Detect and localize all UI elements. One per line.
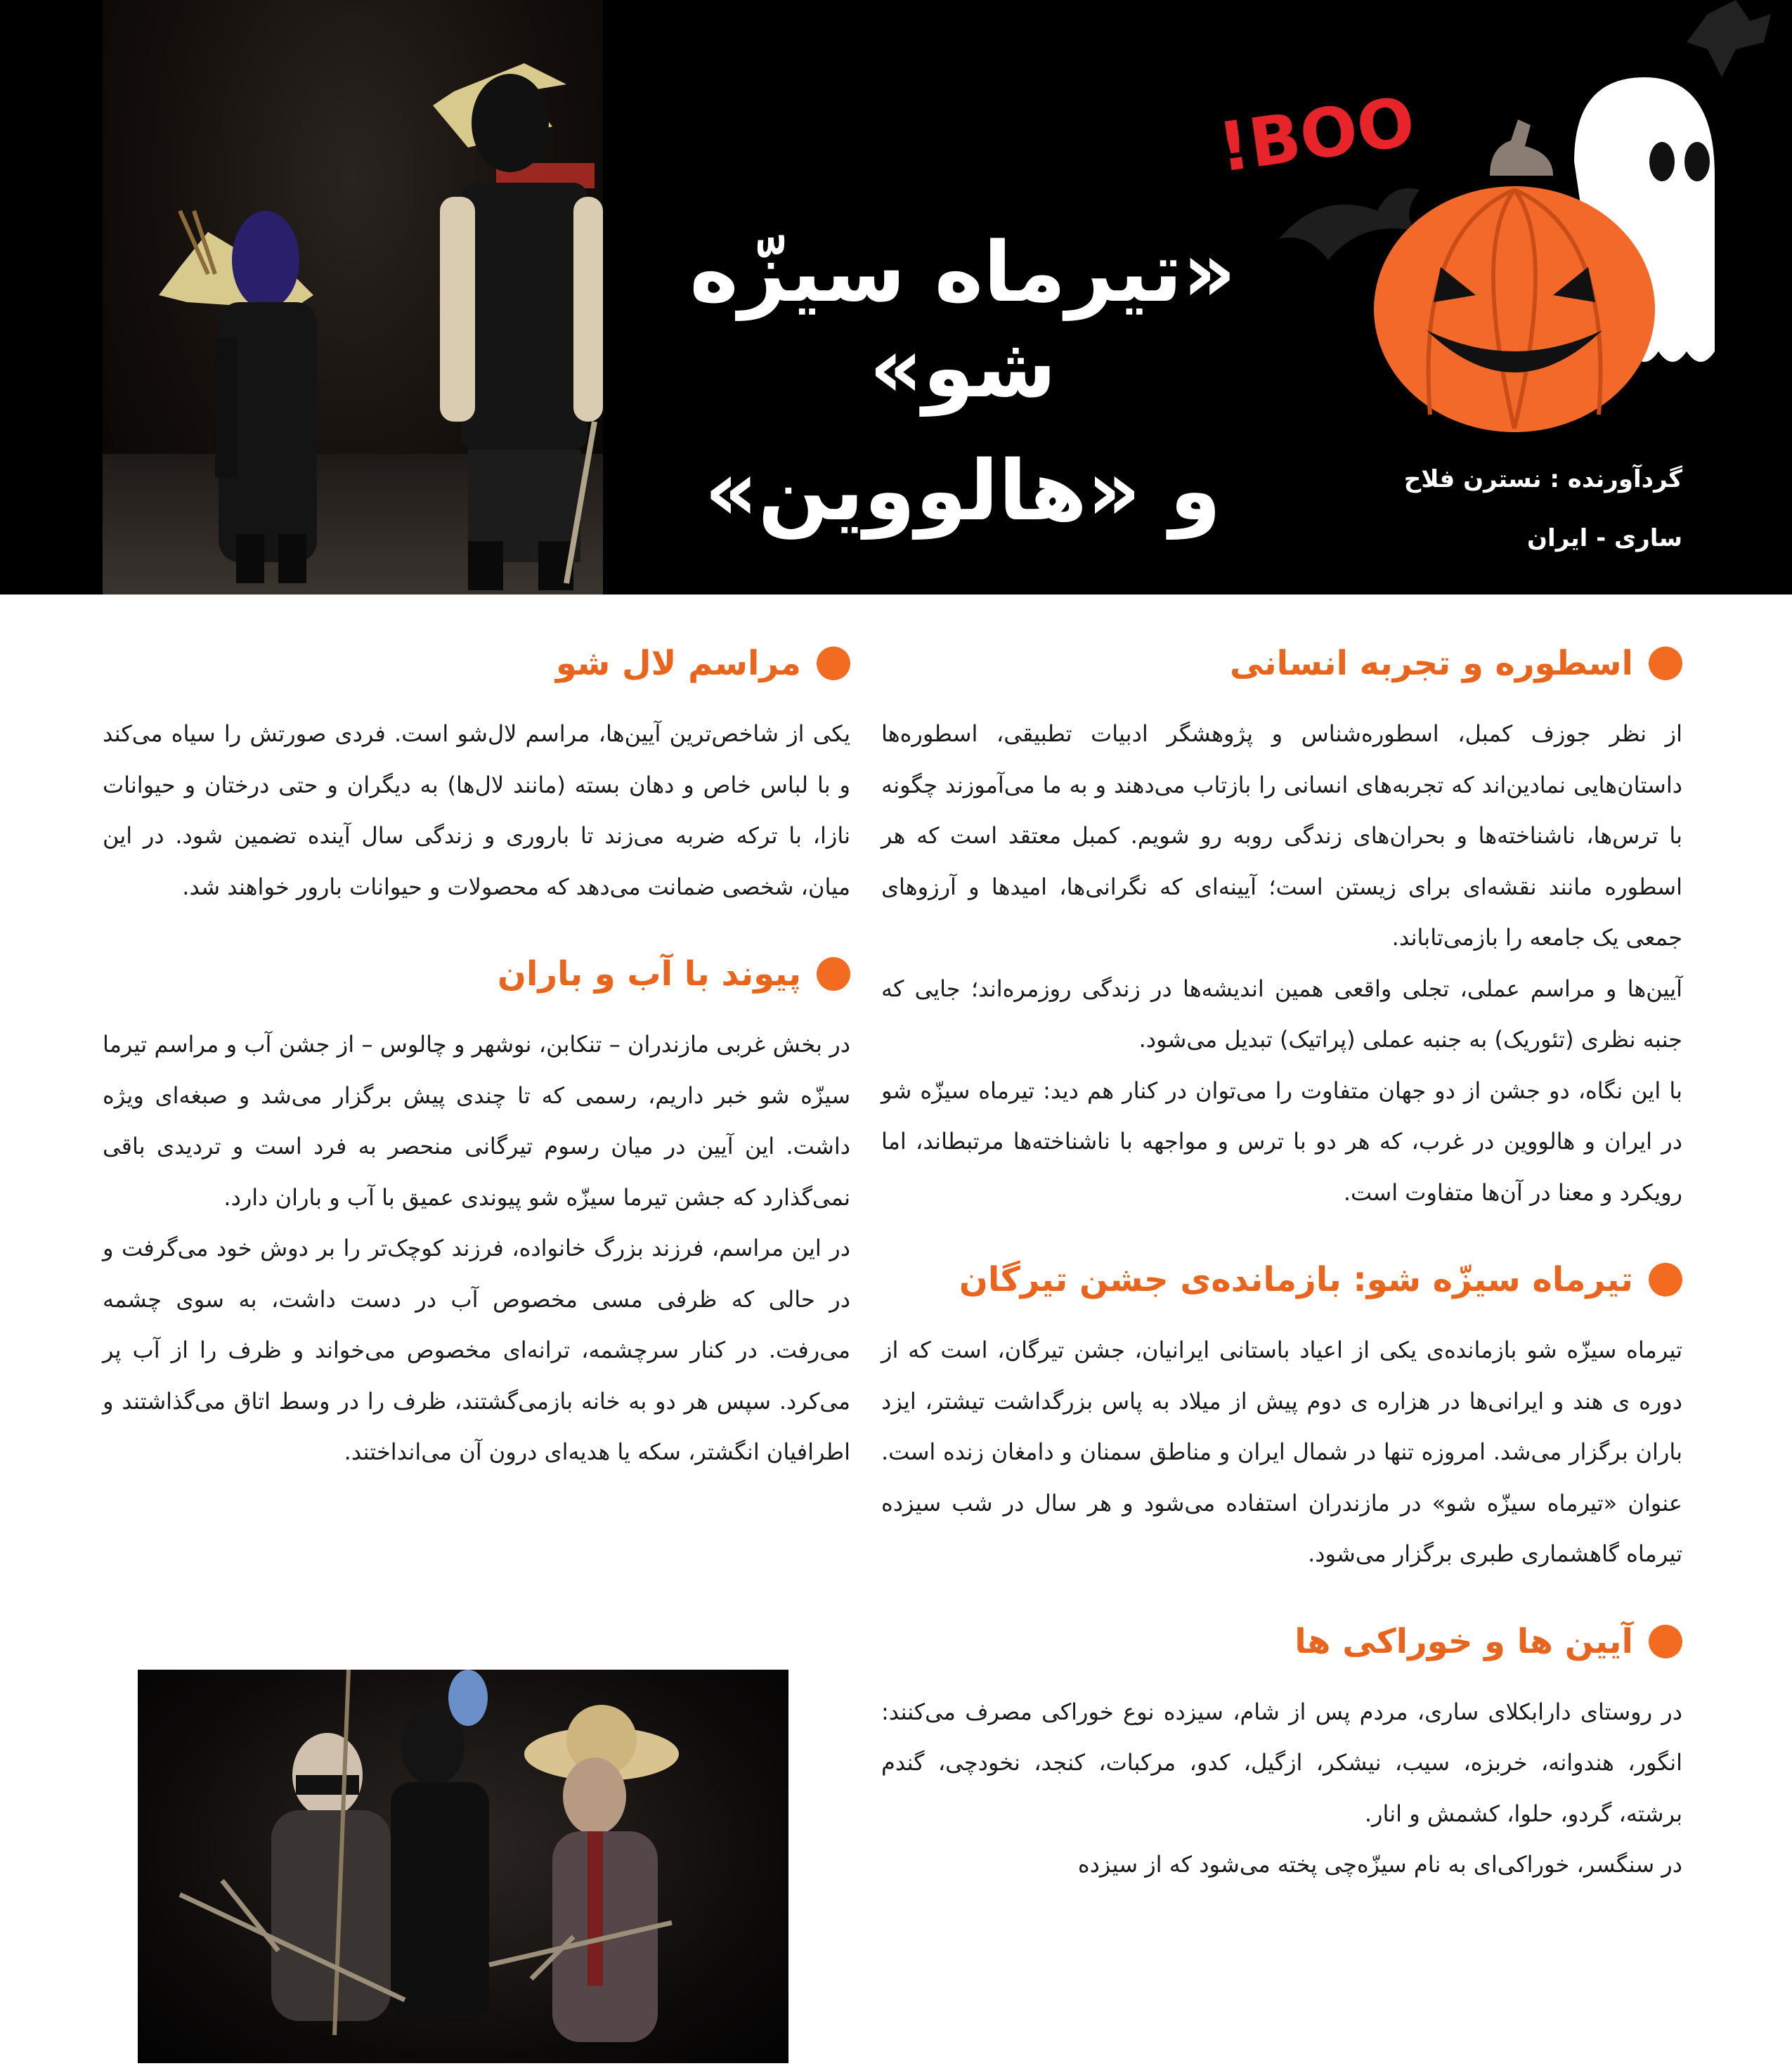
bullet-dot-icon: [1649, 1625, 1682, 1658]
header-banner: [0, 0, 1792, 595]
paragraph: از نظر جوزف کمبل، اسطوره‌شناس و پژوهشگر ادبیات تطبیقی، اسطوره‌ها داستان‌هایی نمادین‌اند که تجربه‌های انسانی را بازتاب می‌دهند و به ما می‌آموزند چگونه با ترس‌ها، ناشناخته‌ها و بحران‌های زندگی روبه رو شویم. کمبل معتقد است که هر اسطوره مانند نقشه‌ای برای زیستن است؛ آیینه‌ای که نگرانی‌ها، امیدها و آرزوهای جمعی یک جامعه را بازمی‌تاباند.: [881, 720, 1682, 951]
boo-text: BOO!: [1213, 82, 1420, 188]
author-name: گردآورنده : نسترن فلاح: [1403, 465, 1682, 493]
section-water-rain: [103, 954, 850, 1478]
section-tirgan: [881, 1260, 1682, 1580]
paragraph: یکی از شاخص‌ترین آیین‌ها، مراسم لال‌شو است. فردی صورتش را سیاه می‌کند و با لباس خاص و دهان بسته (مانند لال‌ها) به دیگران و حتی درختان و حیوانات نازا، با ترکه ضربه می‌زند تا باروری و زندگی سال آینده تضمین شود. در این میان، شخصی ضمانت می‌دهد که محصولات و حیوانات بارور خواهند شد.: [103, 720, 850, 900]
paragraph: با این نگاه، دو جشن از دو جهان متفاوت را می‌توان در کنار هم دید: تیرماه سیزّه شو در ایران و هالووین در غرب، که هر دو با ترس و مواجهه با ناشناخته‌ها مرتبطاند، اما رویکرد و معنا در آن‌ها متفاوت است.: [881, 1077, 1682, 1206]
paragraph: تیرماه سیزّه شو بازمانده‌ی یکی از اعیاد باستانی ایرانیان، جشن تیرگان، است که از دوره ی هند و ایرانی‌ها در هزاره ی دوم پیش از میلاد به پاس بزرگداشت تیشتر، ایزد باران برگزار می‌شد. امروزه تنها در شمال ایران و مناطق سمنان و دامغان زنده است. عنوان «تیرماه سیزّه شو» در مازندران استفاده می‌شود و هر سال در شب سیزده تیرماه گاهشماری طبری برگزار می‌شود.: [881, 1337, 1682, 1567]
title-line-2: و «هالووین»: [704, 442, 1221, 540]
paragraph: در سنگسر، خوراکی‌ای به نام سیزّه‌چی پخته می‌شود که از سیزده: [1077, 1851, 1682, 1878]
bullet-dot-icon: [1649, 1263, 1682, 1297]
paragraph: در بخش غربی مازندران – تنکابن، نوشهر و چالوس – از جشن آب و مراسم تیرما سیزّه شو خبر داریم، رسمی که تا چندی پیش برگزار می‌شد و صبغه‌ای ویژه داشت. این آیین در میان رسوم تیرگانی منحصر به فرد است و تردیدی باقی نمی‌گذارد که جشن تیرما سیزّه شو پیوندی عمیق با آب و باران دارد.: [103, 1031, 850, 1211]
photo-figures: [103, 0, 603, 595]
section-title: اسطوره و تجربه انسانی: [1230, 644, 1633, 683]
author-location: ساری - ایران: [1527, 524, 1682, 552]
bullet-dot-icon: [817, 957, 850, 991]
paragraph: در روستای دارابکلای ساری، مردم پس از شام، سیزده نوع خوراکی مصرف می‌کنند: انگور، هندوانه، خربزه، سیب، نیشکر، ازگیل، کدو، مرکبات، کنجد، نخودچی، گندم برشته، گردو، حلوا، کشمش و انار.: [881, 1698, 1682, 1827]
section-lal-sho: [103, 644, 850, 912]
photo-ritual-figures: [138, 1670, 788, 2063]
photo-lal-sho-ritual: [138, 1670, 788, 2063]
bat-icon: [1687, 0, 1771, 77]
section-title: تیرماه سیزّه شو: بازمانده‌ی جشن تیرگان: [959, 1260, 1633, 1299]
section-title: مراسم لال شو: [556, 644, 801, 683]
paragraph: در این مراسم، فرزند بزرگ خانواده، فرزند کوچک‌تر را بر دوش خود می‌گرفت و در حالی که ظرفی مسی مخصوص آب در دست داشت، به سوی چشمه می‌رفت. در کنار سرچشمه، ترانه‌ای مخصوص می‌خواند و ظرف را از آب پر می‌کرد. سپس هر دو به خانه بازمی‌گشتند، ظرف را در وسط اتاق می‌گذاشتند و اطرافیان انگشتر، سکه یا هدیه‌ای درون آن می‌انداختند.: [103, 1235, 850, 1465]
bullet-dot-icon: [817, 647, 850, 680]
title-line-1: «تیرماه سیزّه شو»: [689, 223, 1236, 416]
byline: [1404, 450, 1682, 568]
halloween-illustration: [1213, 0, 1792, 436]
photo-scarecrow-costumes: [103, 0, 603, 595]
paragraph: آیین‌ها و مراسم عملی، تجلی واقعی همین اندیشه‌ها در زندگی روزمره‌اند؛ جایی که جنبه نظری (تئوریک) به جنبه عملی (پراتیک) تبدیل می‌شود.: [881, 975, 1682, 1053]
section-myth-experience: [881, 644, 1682, 1218]
left-column: [103, 644, 850, 1506]
section-title: آیین ها و خوراکی ها: [1294, 1621, 1633, 1661]
section-rituals-foods: [881, 1622, 1682, 1890]
section-title: پیوند با آب و باران: [498, 954, 801, 994]
right-column: [881, 644, 1682, 1918]
article-title: [618, 225, 1307, 539]
bullet-dot-icon: [1649, 647, 1682, 680]
